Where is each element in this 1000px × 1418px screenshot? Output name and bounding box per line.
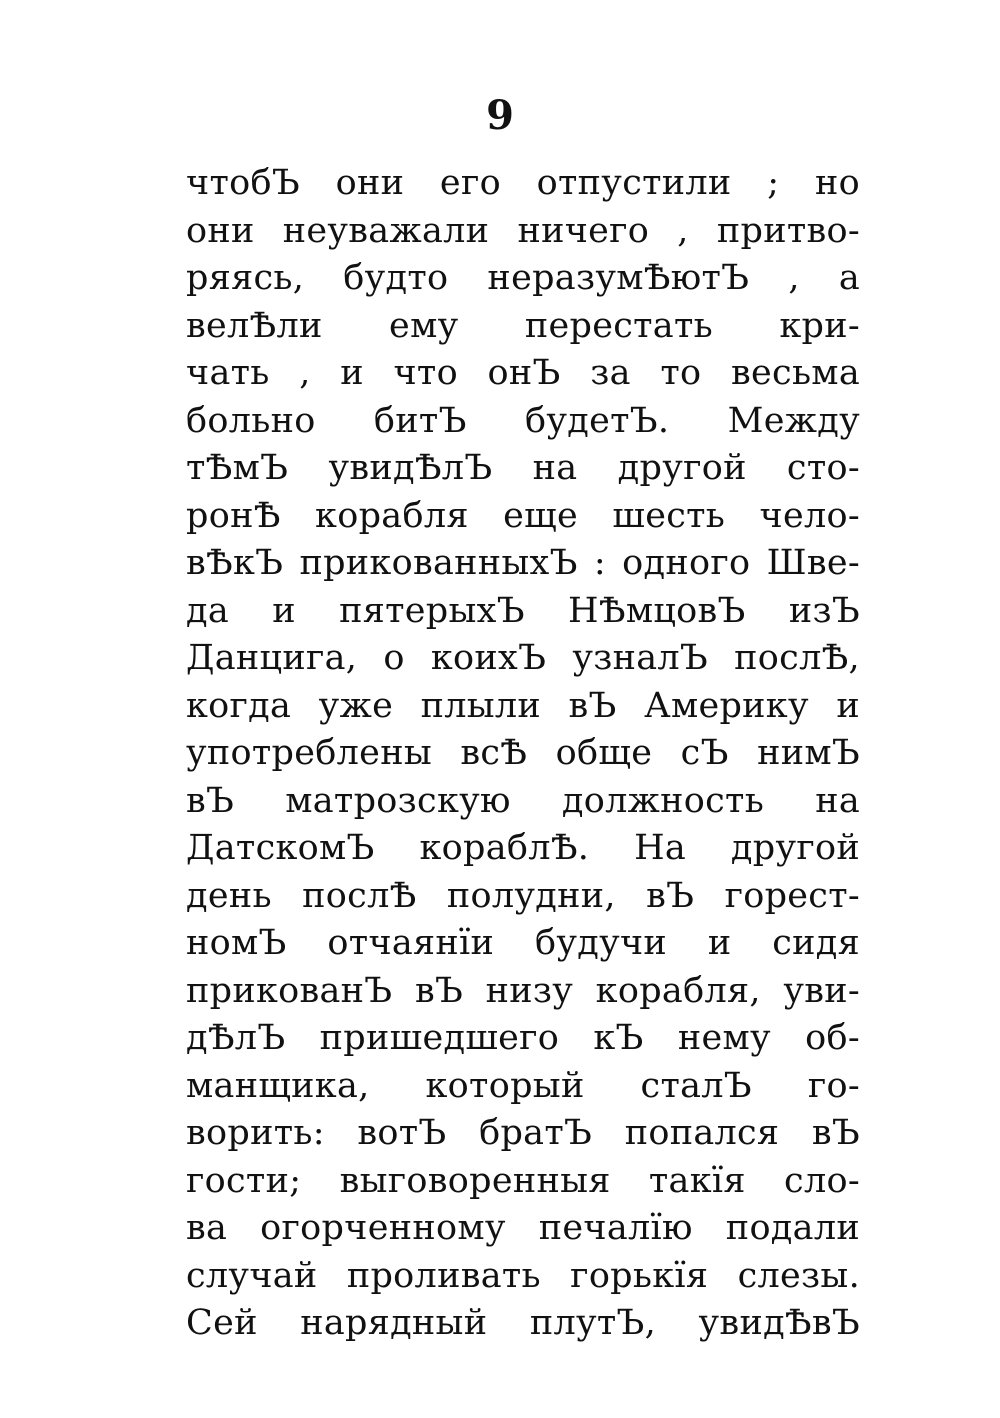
text-line: они неуважали ничего , притво- bbox=[186, 210, 860, 251]
text-line: ворить: вотЪ братЪ попался вЪ bbox=[186, 1113, 860, 1153]
text-line: вѢкЪ прикованныхЪ : одного Шве- bbox=[186, 543, 860, 583]
text-line: ДатскомЪ кораблѢ. На другой bbox=[186, 828, 860, 868]
text-line: дѢлЪ пришедшего кЪ нему об- bbox=[186, 1018, 860, 1058]
text-line: чать , и что онЪ за то весьма bbox=[186, 353, 860, 393]
text-line: день послѢ полудни, вЪ горест- bbox=[186, 875, 860, 916]
text-line: тѢмЪ увидѢлЪ на другой сто- bbox=[186, 448, 860, 488]
text-line: чтобЪ они его отпустили ; но bbox=[186, 163, 860, 203]
text-line: да и пятерыхЪ НѢмцовЪ изЪ bbox=[186, 590, 860, 631]
text-line: прикованЪ вЪ низу корабля, уви- bbox=[186, 970, 860, 1011]
text-line: велѢли ему перестать кри- bbox=[186, 305, 860, 346]
text-line: когда уже плыли вЪ Америку и bbox=[186, 685, 860, 726]
text-line: употреблены всѢ обще сЪ нимЪ bbox=[186, 733, 860, 773]
text-line: случай проливать горькїя слезы. bbox=[186, 1255, 860, 1296]
text-line: больно битЪ будетЪ. Между bbox=[186, 400, 860, 441]
text-line: ряясь, будто неразумѢютЪ , а bbox=[186, 258, 860, 298]
text-line: гости; выговоренныя такїя сло- bbox=[186, 1160, 860, 1201]
text-line: манщика, который сталЪ го- bbox=[186, 1065, 860, 1106]
body-text bbox=[186, 160, 860, 1348]
text-line: номЪ отчаянїи будучи и сидя bbox=[186, 923, 860, 963]
text-line: ронѢ корабля еще шесть чело- bbox=[186, 495, 860, 536]
page-number: 9 bbox=[486, 92, 514, 139]
text-line: Сей нарядный плутЪ, увидѢвЪ bbox=[186, 1303, 860, 1343]
text-line: вЪ матрозскую должность на bbox=[186, 780, 860, 821]
text-line: ва огорченному печалїю подали bbox=[186, 1208, 860, 1248]
text-line: Данцига, о коихЪ узналЪ послѢ, bbox=[186, 638, 860, 678]
